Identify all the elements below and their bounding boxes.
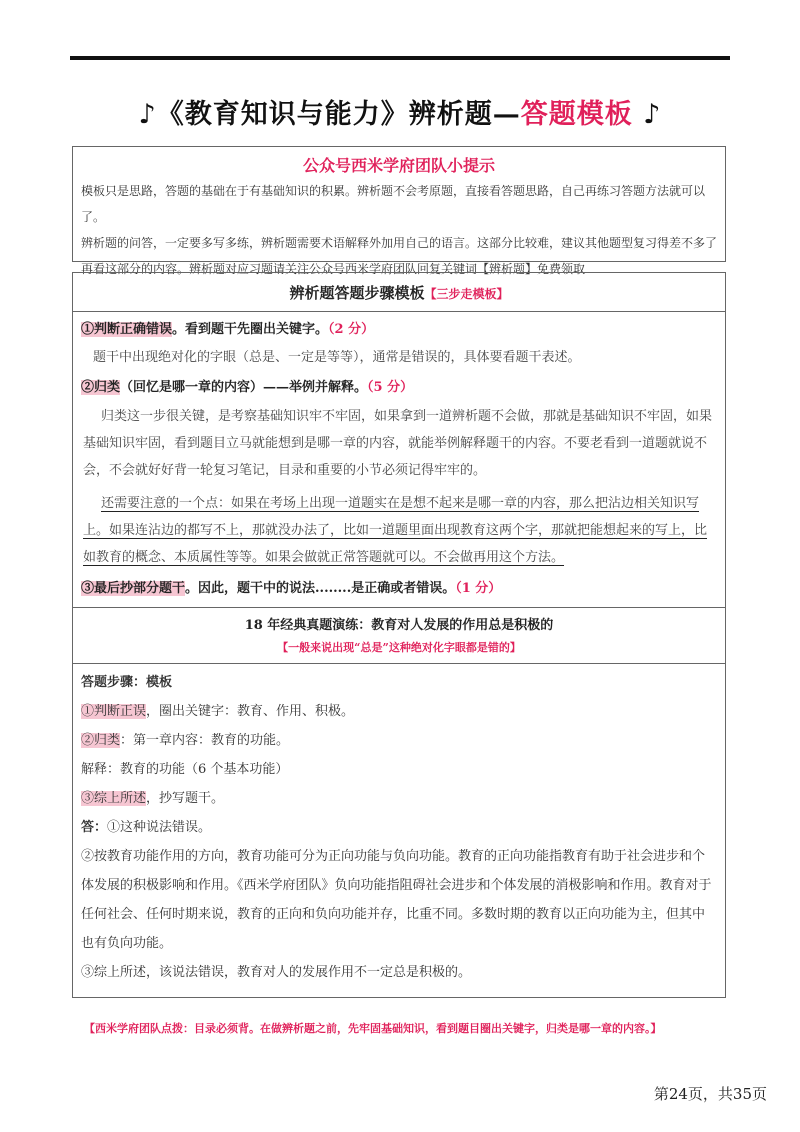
tips-heading: 公众号西米学府团队小提示	[302, 156, 495, 175]
example-note: 【一般来说出现“总是”这种绝对化字眼都是错的】	[73, 639, 725, 664]
example-step1	[73, 697, 725, 726]
tips-box	[72, 146, 726, 276]
page-number: 第24页，共35页	[653, 1085, 767, 1103]
section-divider	[73, 607, 725, 608]
step2-note: 还需要注意的一个点：如果在考场上出现一道题实在是想不起来是哪一章的内容，那么把沾边相关知识写上。如果连沾边的都写不上，那就没办法了，比如一道题里面出现教育这两个字，那就把能想起来的写上，比如教育的概念、本质属性等等。如果会做就正常答题就可以。不会做再用这个方法。	[83, 496, 708, 565]
example-step3	[73, 784, 725, 813]
tips-body	[73, 178, 725, 282]
example-step2	[73, 726, 725, 755]
answer-label: 答：	[81, 820, 108, 835]
example-explain: 解释：教育的功能（6 个基本功能）	[81, 762, 289, 777]
title-prefix: ♪《教育知识与能力》辨析题—	[138, 99, 521, 130]
template-heading	[73, 273, 725, 312]
step2-line	[73, 376, 725, 400]
footer-note: 【西米学府团队点拨：目录必须背。在做辨析题之前，先牢固基础知识，看到题目圈出关键字，归类是哪一章的内容。】	[84, 1022, 662, 1035]
template-heading-text: 辨析题答题步骤模板	[289, 284, 425, 302]
step3-text: 。因此，题干中的说法........是正确或者错误。	[185, 581, 456, 596]
template-box	[72, 272, 726, 998]
step2-score: （5 分）	[367, 380, 414, 395]
answer-1: ①这种说法错误。	[107, 820, 212, 835]
step3-line	[73, 577, 725, 601]
template-heading-tag: 【三步走模板】	[424, 287, 509, 301]
example-step2-text: ：第一章内容：教育的功能。	[120, 733, 290, 748]
step1-score: （2 分）	[328, 322, 375, 337]
title-highlight: 答题模板	[520, 99, 633, 130]
step3-score: （1 分）	[455, 581, 502, 596]
tips-line: 再看这部分的内容。辨析题对应习题请关注公众号西米学府团队回复关键词【辨析题】免费领取	[81, 262, 586, 276]
answer-3: ③综上所述，该说法错误，教育对人的发展作用不一定总是积极的。	[81, 965, 472, 980]
example-step1-text: ，圈出关键字：教育、作用、积极。	[146, 704, 355, 719]
step1-detail: 题干中出现绝对化的字眼（总是、一定是等等），通常是错误的，具体要看题干表述。	[93, 350, 581, 365]
title-suffix: ♪	[632, 99, 662, 130]
step3-label: ③最后抄部分题干	[81, 581, 186, 596]
step2-text: （回忆是哪一章的内容）——举例并解释。	[120, 380, 368, 395]
step1-label: ①判断正确错误	[81, 322, 173, 337]
step2-label: ②归类	[81, 380, 121, 395]
tips-line: 辨析题的问答，一定要多写多练，辨析题需要术语解释外加用自己的语言。这部分比较难，建议其他题型复习得差不多了	[81, 236, 718, 250]
step2-paragraph: 归类这一步很关键，是考察基础知识牢不牢固，如果拿到一道辨析题不会做，那就是基础知识不牢固，如果基础知识牢固，看到题目立马就能想到是哪一章的内容，就能举例解释题干的内容。不要老看到一道题就说不会，不会就好好背一轮复习笔记，目录和重要的小节必须记得牢牢的。	[83, 409, 713, 478]
tips-line: 模板只是思路，答题的基础在于有基础知识的积累。辨析题不会考原题，直接看答题思路，自己再练习答题方法就可以了。	[81, 184, 706, 224]
example-heading: 18 年经典真题演练：教育对人发展的作用总是积极的	[244, 618, 554, 633]
example-step3-label: ③综上所述	[81, 791, 147, 806]
answer-line-1	[73, 813, 725, 842]
steps-title: 答题步骤：模板	[81, 675, 173, 690]
answer-2: ②按教育功能作用的方向，教育功能可分为正向功能与负向功能。教育的正向功能指教育有助于社会进步和个体发展的积极影响和作用。《西米学府团队》负向功能指阻碍社会进步和个体发展的消极影响和作用。教育对于任何社会、任何时期来说，教育的正向和负向功能并存，比重不同。多数时期的教育以正向功能为主，但其中也有负向功能。	[81, 849, 712, 951]
example-step3-text: ，抄写题干。	[146, 791, 225, 806]
example-step1-label: ①判断正误	[81, 704, 147, 719]
page-title	[0, 92, 800, 131]
example-step2-label: ②归类	[81, 733, 121, 748]
top-rule	[70, 56, 730, 60]
step1-text: 。看到题干先圈出关键字。	[172, 322, 329, 337]
step1-line	[73, 318, 725, 342]
